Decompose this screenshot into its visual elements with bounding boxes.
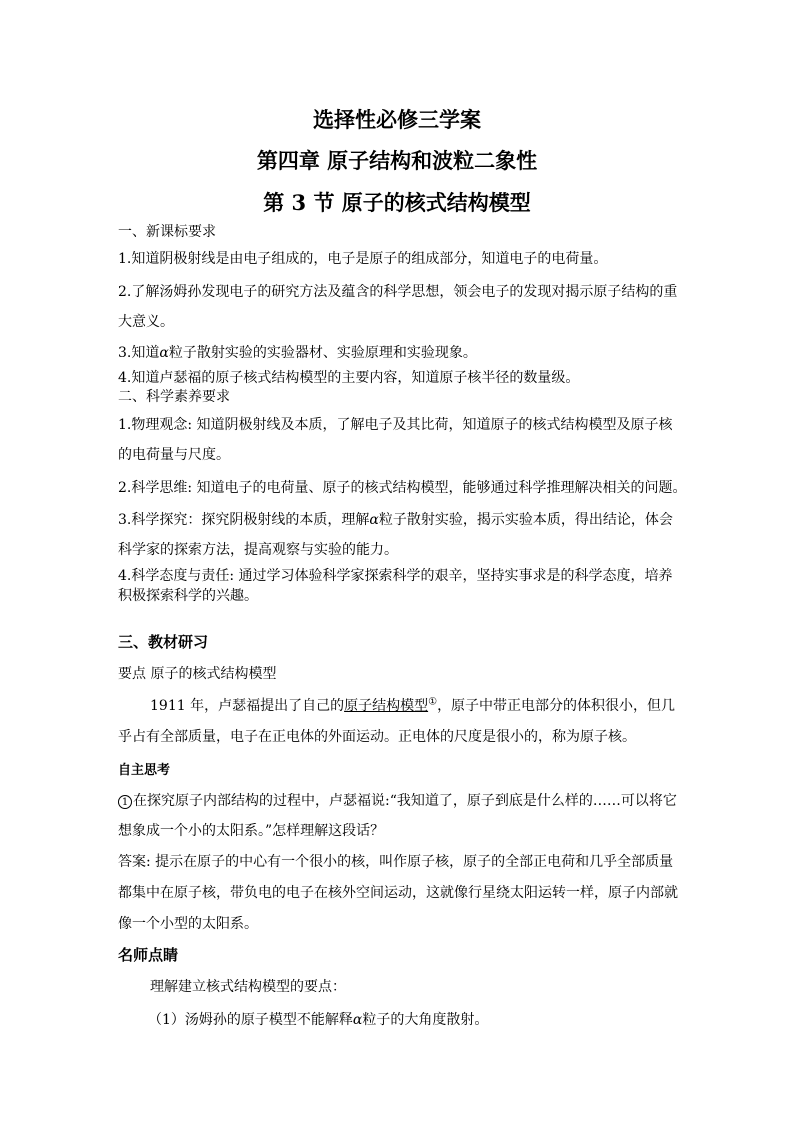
tips-intro: 理解建立核式结构模型的要点：: [150, 979, 346, 995]
question-line-2: 想象成一个小的太阳系。”怎样理解这段话？: [118, 823, 385, 839]
section-title: 第 3 节 原子的核式结构模型: [263, 190, 531, 215]
paragraph-part-a: 1911 年，卢瑟福提出了自己的: [150, 698, 345, 714]
s2-item-3a: [118, 511, 678, 529]
s2-item-1b: 的电荷量与尺度。: [118, 447, 230, 463]
circled-number-icon: 1: [118, 795, 132, 809]
s2-heading: 二、科学素养要求: [118, 389, 230, 405]
answer-line-1: 答案: 提示在原子的中心有一个很小的核，叫作原子核，原子的全部正电荷和几乎全部质量: [118, 854, 674, 870]
s1-item-2a: 2.了解汤姆孙发现电子的研究方法及蕴含的科学思想，领会电子的发现对揭示原子结构的重: [118, 284, 678, 300]
s1-item-4: 4.知道卢瑟福的原子核式结构模型的主要内容，知道原子核半径的数量级。: [118, 370, 580, 386]
alpha-symbol: α: [159, 345, 169, 361]
answer-line-3: 像一个小型的太阳系。: [118, 916, 258, 932]
alpha-symbol: α: [369, 512, 379, 528]
alpha-symbol: α: [352, 1012, 363, 1028]
footnote-marker: ①: [428, 696, 438, 708]
answer-line-2: 都集中在原子核，带负电的电子在核外空间运动，这就像行星绕太阳运转一样，原子内部就: [118, 885, 678, 901]
question-text-1: 在探究原子内部结构的过程中，卢瑟福说:“我知道了，原子到底是什么样的……可以将它: [133, 793, 677, 809]
atomic-model-link-text: 原子结构模型: [344, 698, 429, 714]
s1-item-3-part-b: 粒子散射实验的实验器材、实验原理和实验现象。: [168, 345, 477, 361]
key-point-title: 要点 原子的核式结构模型: [118, 666, 277, 682]
s2-item-4b: 积极探索科学的兴趣。: [118, 588, 258, 604]
self-think-label: 自主思考: [118, 763, 171, 778]
tips-item-1-part-b: 粒子的大角度散射。: [362, 1012, 489, 1028]
s1-item-1: 1.知道阴极射线是由电子组成的，电子是原子的组成部分，知道电子的电荷量。: [118, 251, 608, 267]
s3-heading: 三、教材研习: [118, 633, 209, 651]
s2-item-2: 2.科学思维: 知道电子的电荷量、原子的核式结构模型，能够通过科学推理解决相关的问题。: [118, 480, 687, 496]
s2-item-3-part-b: 粒子散射实验，揭示实验本质，得出结论，体会: [378, 512, 673, 528]
doc-main-title: 选择性必修三学案: [313, 107, 481, 132]
s1-heading: 一、新课标要求: [118, 224, 216, 240]
chapter-title: 第四章 原子结构和波粒二象性: [256, 148, 538, 173]
paragraph-1911: [150, 697, 678, 715]
s1-item-3-part-a: 3.知道: [118, 345, 160, 361]
paragraph-part-b: ，原子中带正电部分的体积很小，但几: [437, 698, 676, 714]
tips-item-1-part-a: （1）汤姆孙的原子模型不能解释: [148, 1012, 353, 1028]
s2-item-3-part-a: 3.科学探究：探究阴极射线的本质，理解: [118, 512, 370, 528]
s2-item-1a: 1.物理观念: 知道阴极射线及本质，了解电子及其比荷，知道原子的核式结构模型及原子核: [118, 417, 673, 433]
paragraph-1911-cont: 乎占有全部质量，电子在正电体的外面运动。正电体的尺度是很小的，称为原子核。: [118, 729, 636, 745]
s2-item-4a: 4.科学态度与责任: 通过学习体验科学家探索科学的艰辛，坚持实事求是的科学态度，培养: [118, 568, 673, 584]
teacher-tips-label: 名师点睛: [118, 946, 179, 964]
s1-item-3: [118, 344, 678, 362]
s2-item-3c: 科学家的探索方法，提高观察与实验的能力。: [118, 542, 398, 558]
question-line-1: [118, 792, 678, 810]
s1-item-2b: 大意义。: [118, 314, 174, 330]
tips-item-1: [148, 1011, 678, 1029]
